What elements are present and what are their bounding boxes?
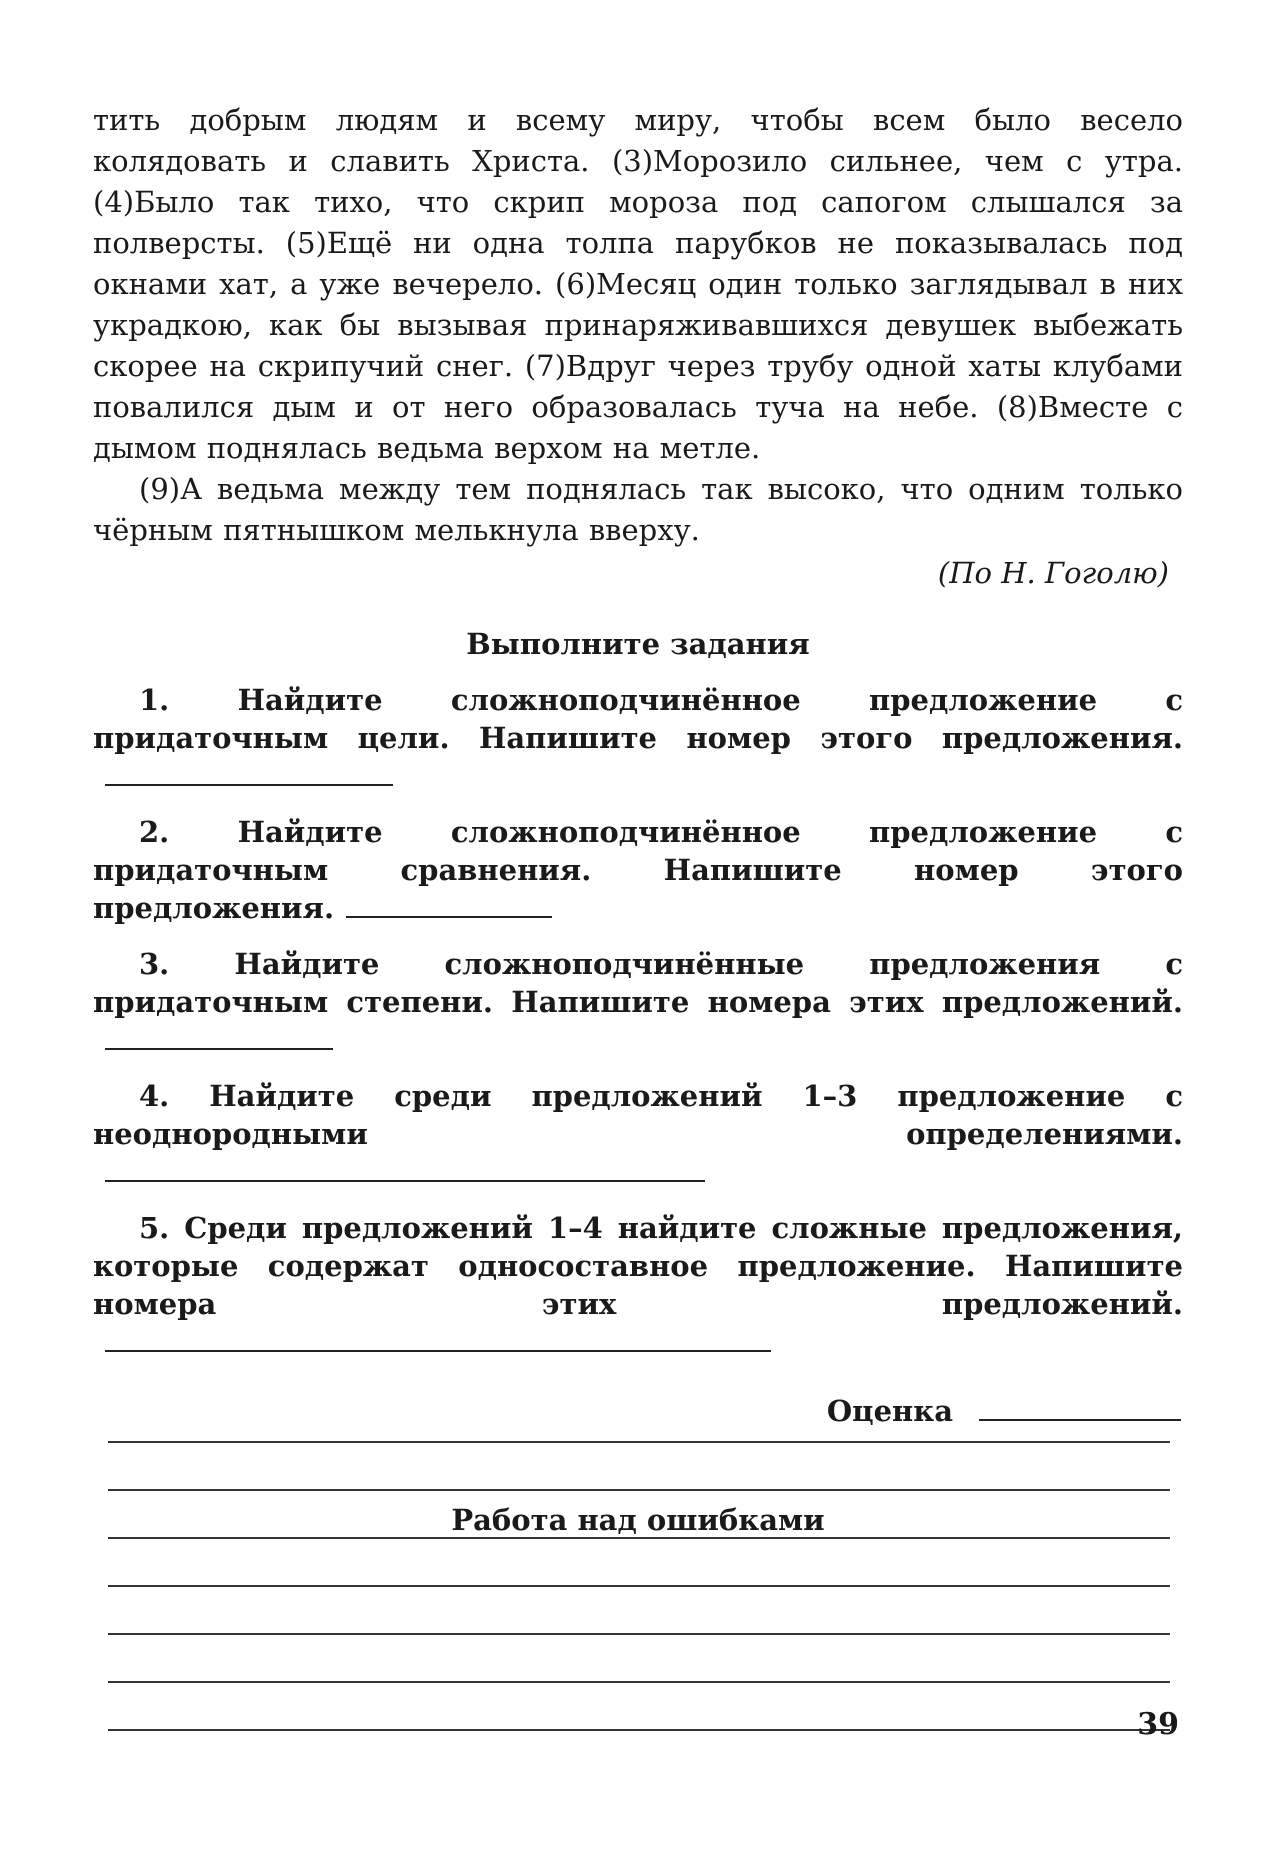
- task-3: [93, 945, 1183, 1059]
- writing-line[interactable]: [108, 1491, 1170, 1539]
- task-5: [93, 1209, 1183, 1361]
- task-2-answer-blank[interactable]: [346, 890, 552, 918]
- passage-paragraph-2: (9)А ведьма между тем поднялась так высоко, что одним только чёрным пятнышком мелькнула вверху.: [93, 472, 1183, 547]
- writing-line[interactable]: [108, 1683, 1170, 1731]
- passage-paragraph-1: тить добрым людям и всему миру, чтобы всем было весело колядовать и славить Христа. (3)Морозило сильнее, чем с утра. (4)Было так тихо, что скрип мороза под сапогом слышался за полверсты. (5)Ещё ни одна толпа парубков не показывалась под окнами хат, а уже вечерело. (6)Месяц один только заглядывал в них украдкою, как бы вызывая принаряживавшихся девушек выбежать скорее на скрипучий снег. (7)Вдруг через трубу одной хаты клубами повалился дым и от него образовалась туча на небе. (8)Вместе с дымом поднялась ведьма верхом на метле.: [93, 103, 1183, 465]
- writing-line[interactable]: [108, 1539, 1170, 1587]
- writing-line[interactable]: [108, 1395, 1170, 1443]
- tasks-title: Выполните задания: [466, 627, 810, 661]
- task-3-text: 3. Найдите сложноподчинённые предложения с придаточным степени. Напишите номера этих предложений.: [93, 947, 1183, 1019]
- task-2: [93, 813, 1183, 927]
- task-2-text: 2. Найдите сложноподчинённое предложение с придаточным сравнения. Напишите номер этого предложения.: [93, 815, 1183, 925]
- task-4-answer-blank[interactable]: [105, 1154, 705, 1182]
- task-1-answer-blank[interactable]: [105, 758, 393, 786]
- writing-line[interactable]: [108, 1443, 1170, 1491]
- task-5-text: 5. Среди предложений 1–4 найдите сложные предложения, которые содержат односоставное предложение. Напишите номера этих предложений.: [93, 1211, 1183, 1321]
- passage: [93, 100, 1183, 594]
- task-1-text: 1. Найдите сложноподчинённое предложение с придаточным цели. Напишите номер этого предложения.: [93, 683, 1183, 755]
- page-number: 39: [1137, 1707, 1179, 1742]
- grade-label: Оценка: [826, 1394, 953, 1428]
- task-4-text: 4. Найдите среди предложений 1–3 предложение с неоднородными определениями.: [93, 1079, 1183, 1151]
- workbook-page: [93, 100, 1183, 1541]
- writing-line[interactable]: [108, 1635, 1170, 1683]
- writing-line[interactable]: [108, 1587, 1170, 1635]
- task-3-answer-blank[interactable]: [105, 1022, 333, 1050]
- task-5-answer-blank[interactable]: [105, 1324, 771, 1352]
- task-4: [93, 1077, 1183, 1191]
- error-work-lines: [108, 1395, 1170, 1731]
- passage-source: (По Н. Гоголю): [937, 556, 1169, 590]
- error-work-title: Работа над ошибками: [451, 1503, 825, 1537]
- task-1: [93, 681, 1183, 795]
